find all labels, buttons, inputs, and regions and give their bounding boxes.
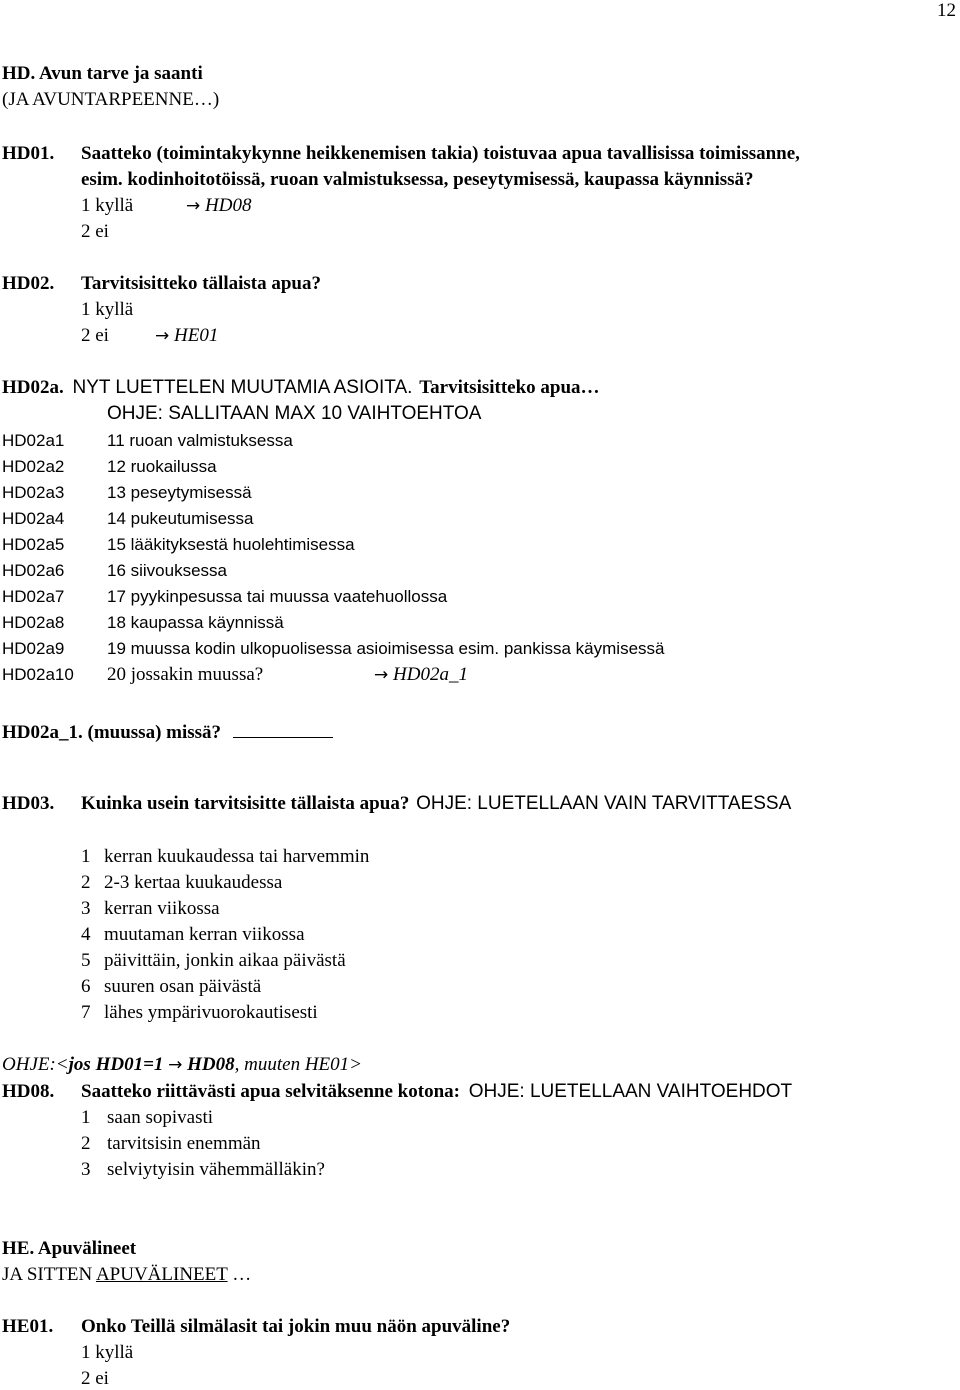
- arrow-right-icon: →: [374, 665, 389, 685]
- hd08-option-text: selviytyisin vähemmälläkin?: [107, 1159, 325, 1180]
- hd02a-instruction: OHJE: SALLITAAN MAX 10 VAIHTOEHTOA: [107, 403, 482, 424]
- hd02a-item-10-skip: [374, 664, 468, 686]
- hd03-option-text: suuren osan päivästä: [104, 976, 262, 997]
- section-he-sub-suffix: …: [232, 1264, 252, 1285]
- hd02a-item-code: HD02a3: [2, 483, 65, 502]
- hd08-question: Saatteko riittävästi apua selvitäksenne kotona:: [81, 1081, 460, 1102]
- routing-prefix: OHJE:<: [2, 1054, 69, 1075]
- hd02a-item-code: HD02a4: [2, 509, 65, 528]
- hd02a-item-10-code: HD02a10: [2, 665, 74, 684]
- routing-suffix: , muuten HE01>: [234, 1054, 362, 1075]
- hd03-question: Kuinka usein tarvitsisitte tällaista apua?: [81, 793, 410, 814]
- hd02a-intro: NYT LUETTELEN MUUTAMIA ASIOITA.: [72, 377, 413, 398]
- hd02a-item-code: HD02a1: [2, 431, 65, 450]
- hd03-option-number: 1: [81, 846, 91, 867]
- hd01-code: HD01.: [2, 143, 55, 164]
- routing-target: HD08: [187, 1054, 235, 1075]
- routing-condition: jos HD01=1: [68, 1054, 164, 1075]
- hd02a-item-code: HD02a7: [2, 587, 65, 606]
- routing-instruction: [2, 1054, 362, 1076]
- hd03-option-number: 5: [81, 950, 91, 971]
- hd03-code: HD03.: [2, 793, 55, 814]
- hd02-option-2: 2 ei: [81, 325, 109, 346]
- hd01-option-1: [81, 195, 133, 217]
- hd03-option-number: 4: [81, 924, 91, 945]
- section-hd-subtitle: (JA AVUNTARPEENNE…): [2, 89, 220, 110]
- hd02-option-1: 1 kyllä: [81, 299, 134, 320]
- hd02-skip-target: HE01: [174, 325, 219, 346]
- hd08-instruction: OHJE: LUETELLAAN VAIHTOEHDOT: [468, 1081, 793, 1102]
- hd02-question: Tarvitsisitteko tällaista apua?: [81, 273, 321, 294]
- hd03-header: [81, 793, 791, 815]
- page-number: 12: [937, 0, 956, 21]
- hd02a-item-text: 12 ruokailussa: [107, 457, 217, 476]
- hd02a-item-code: HD02a2: [2, 457, 65, 476]
- section-he-sub-underlined: APUVÄLINEET: [95, 1264, 228, 1285]
- hd02a-item-10-text: 20 jossakin muussa?: [107, 664, 264, 685]
- hd01-skip: [186, 195, 251, 217]
- hd08-code: HD08.: [2, 1081, 55, 1102]
- hd08-option-text: tarvitsisin enemmän: [107, 1133, 261, 1154]
- arrow-right-icon: →: [155, 326, 170, 346]
- hd02a-1-label: HD02a_1. (muussa) missä?: [2, 722, 222, 743]
- hd02-skip: [155, 325, 218, 347]
- hd02a-item-code: HD02a5: [2, 535, 65, 554]
- hd02-code: HD02.: [2, 273, 55, 294]
- section-he-sub-prefix: JA SITTEN: [2, 1264, 93, 1285]
- hd02a-item-text: 13 peseytymisessä: [107, 483, 252, 502]
- hd03-option-text: lähes ympärivuorokautisesti: [104, 1002, 318, 1023]
- arrow-right-icon: →: [186, 196, 201, 216]
- hd03-option-text: muutaman kerran viikossa: [104, 924, 305, 945]
- hd08-option-number: 2: [81, 1133, 91, 1154]
- hd02a-item-text: 14 pukeutumisessa: [107, 509, 254, 528]
- section-hd-title: HD. Avun tarve ja saanti: [2, 63, 203, 84]
- hd02a-header: [2, 377, 600, 399]
- hd02a-item-code: HD02a9: [2, 639, 65, 658]
- hd01-option-2: 2 ei: [81, 221, 109, 242]
- hd02a-item-code: HD02a6: [2, 561, 65, 580]
- hd01-question-line1: Saatteko (toimintakykynne heikkenemisen takia) toistuvaa apua tavallisissa toimissanne,: [81, 143, 800, 164]
- hd02a-item-text: 18 kaupassa käynnissä: [107, 613, 284, 632]
- hd03-option-number: 2: [81, 872, 91, 893]
- hd01-skip-target: HD08: [205, 195, 252, 216]
- he01-option-2: 2 ei: [81, 1368, 109, 1389]
- hd03-option-text: kerran kuukaudessa tai harvemmin: [104, 846, 370, 867]
- hd02a-item-code: HD02a8: [2, 613, 65, 632]
- hd03-option-number: 7: [81, 1002, 91, 1023]
- hd02a-item-10: [2, 664, 74, 686]
- hd02a-item-text: 16 siivouksessa: [107, 561, 228, 580]
- hd02a-item-10-skip-target: HD02a_1: [393, 664, 468, 685]
- hd01-option-1-label: 1 kyllä: [81, 195, 134, 216]
- hd03-option-text: kerran viikossa: [104, 898, 220, 919]
- hd02a-item-text: 17 pyykinpesussa tai muussa vaatehuollossa: [107, 587, 448, 606]
- he01-code: HE01.: [2, 1316, 54, 1337]
- hd02a-question: Tarvitsisitteko apua…: [419, 377, 600, 398]
- section-he-title: HE. Apuvälineet: [2, 1238, 137, 1259]
- hd03-option-number: 3: [81, 898, 91, 919]
- hd03-option-text: päivittäin, jonkin aikaa päivästä: [104, 950, 346, 971]
- hd03-option-number: 6: [81, 976, 91, 997]
- hd08-option-number: 3: [81, 1159, 91, 1180]
- hd08-header: [81, 1081, 792, 1103]
- he01-option-1: 1 kyllä: [81, 1342, 134, 1363]
- hd08-option-number: 1: [81, 1107, 91, 1128]
- hd02a-1-question: [2, 719, 333, 744]
- hd02a-1-answer-line[interactable]: [233, 719, 333, 738]
- hd02a-item-text: 19 muussa kodin ulkopuolisessa asioimisessa esim. pankissa käymisessä: [107, 639, 665, 658]
- arrow-right-icon: →: [168, 1055, 183, 1075]
- hd01-question-line2: esim. kodinhoitotöissä, ruoan valmistuksessa, peseytymisessä, kaupassa käynnissä?: [81, 169, 754, 190]
- hd02a-item-text: 15 lääkityksestä huolehtimisessa: [107, 535, 355, 554]
- hd08-option-text: saan sopivasti: [107, 1107, 214, 1128]
- section-he-subtitle: [2, 1264, 251, 1286]
- he01-question: Onko Teillä silmälasit tai jokin muu näön apuväline?: [81, 1316, 511, 1337]
- hd03-option-text: 2-3 kertaa kuukaudessa: [104, 872, 283, 893]
- hd03-instruction: OHJE: LUETELLAAN VAIN TARVITTAESSA: [416, 793, 792, 814]
- hd02a-code: HD02a.: [2, 377, 64, 398]
- hd02a-item-text: 11 ruoan valmistuksessa: [107, 431, 293, 450]
